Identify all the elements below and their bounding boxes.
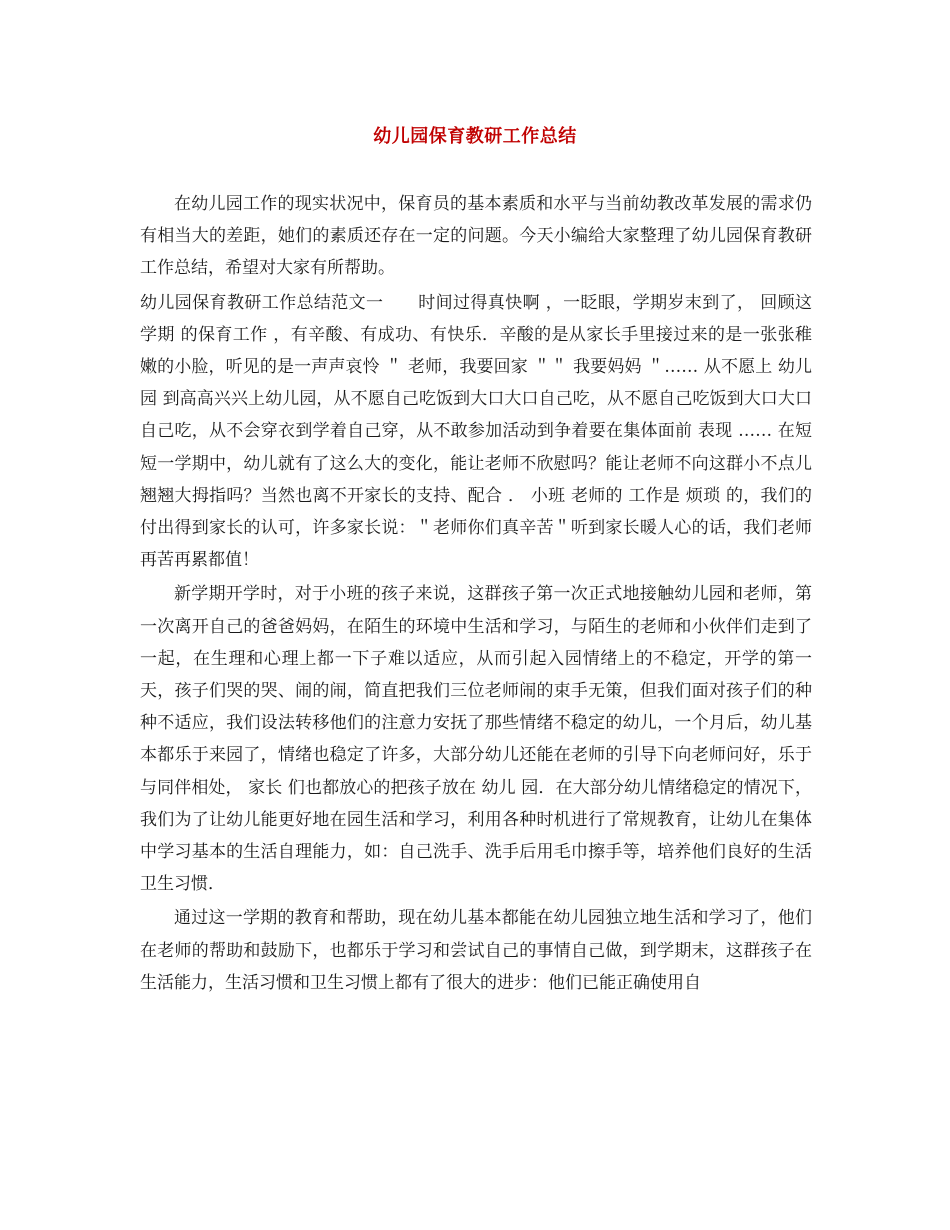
document-body: [140, 188, 812, 999]
paragraph-sample-one: 幼儿园保育教研工作总结范文一 时间过得真快啊 ，一眨眼，学期岁末到了， 回顾这学期 的保育工作 ，有辛酸、有成功、有快乐．辛酸的是从家长手里接过来的是一张张稚嫩的小脸，听见的是一声声哀怜 ＂ 老师，我要回家 ＂＂ 我要妈妈 ＂…… 从不愿上 幼儿园 到高高兴兴上幼儿园，从不愿自己吃饭到大口大口自己吃，从不愿自己吃饭到大口大口自己吃，从不会穿衣到学着自己穿，从不敢参加活动到争着要在集体面前 表现 …… 在短短一学期中，幼儿就有了这么大的变化，能让老师不欣慰吗？能让老师不向这群小不点儿翘翘大拇指吗？当然也离不开家长的支持、配合 ． 小班 老师的 工作是 烦琐 的，我们的付出得到家长的认可，许多家长说：＂老师你们真辛苦＂听到家长暖人心的话，我们老师 再苦再累都值！: [140, 292, 812, 571]
paragraph-progress: 通过这一学期的教育和帮助，现在幼儿基本都能在幼儿园独立地生活和学习了，他们在老师的帮助和鼓励下，也都乐于学习和尝试自己的事情自己做，到学期末，这群孩子在生活能力，生活习惯和卫生习惯上都有了很大的进步：他们已能正确使用自: [140, 908, 812, 993]
paragraph-intro: 在幼儿园工作的现实状况中，保育员的基本素质和水平与当前幼教改革发展的需求仍有相当大的差距，她们的素质还存在一定的问题。今天小编给大家整理了幼儿园保育教研工作总结，希望对大家有所帮助。: [140, 194, 812, 279]
document-title: 幼儿园保育教研工作总结: [373, 126, 577, 147]
paragraph-new-semester: 新学期开学时，对于小班的孩子来说，这群孩子第一次正式地接触幼儿园和老师，第一次离开自己的爸爸妈妈，在陌生的环境中生活和学习，与陌生的老师和小伙伴们走到了一起，在生理和心理上都一下子难以适应，从而引起入园情绪上的不稳定，开学的第一天，孩子们哭的哭、闹的闹，简直把我们三位老师闹的束手无策，但我们面对孩子们的种种不适应，我们设法转移他们的注意力安抚了那些情绪不稳定的幼儿，一个月后，幼儿基本都乐于来园了，情绪也稳定了许多，大部分幼儿还能在老师的引导下向老师问好，乐于与同伴相处， 家长 们也都放心的把孩子放在 幼儿 园．在大部分幼儿情绪稳定的情况下，我们为了让幼儿能更好地在园生活和学习，利用各种时机进行了常规教育，让幼儿在集体中学习基本的生活自理能力，如：自己洗手、洗手后用毛巾擦手等，培养他们良好的生活卫生习惯．: [140, 584, 812, 895]
